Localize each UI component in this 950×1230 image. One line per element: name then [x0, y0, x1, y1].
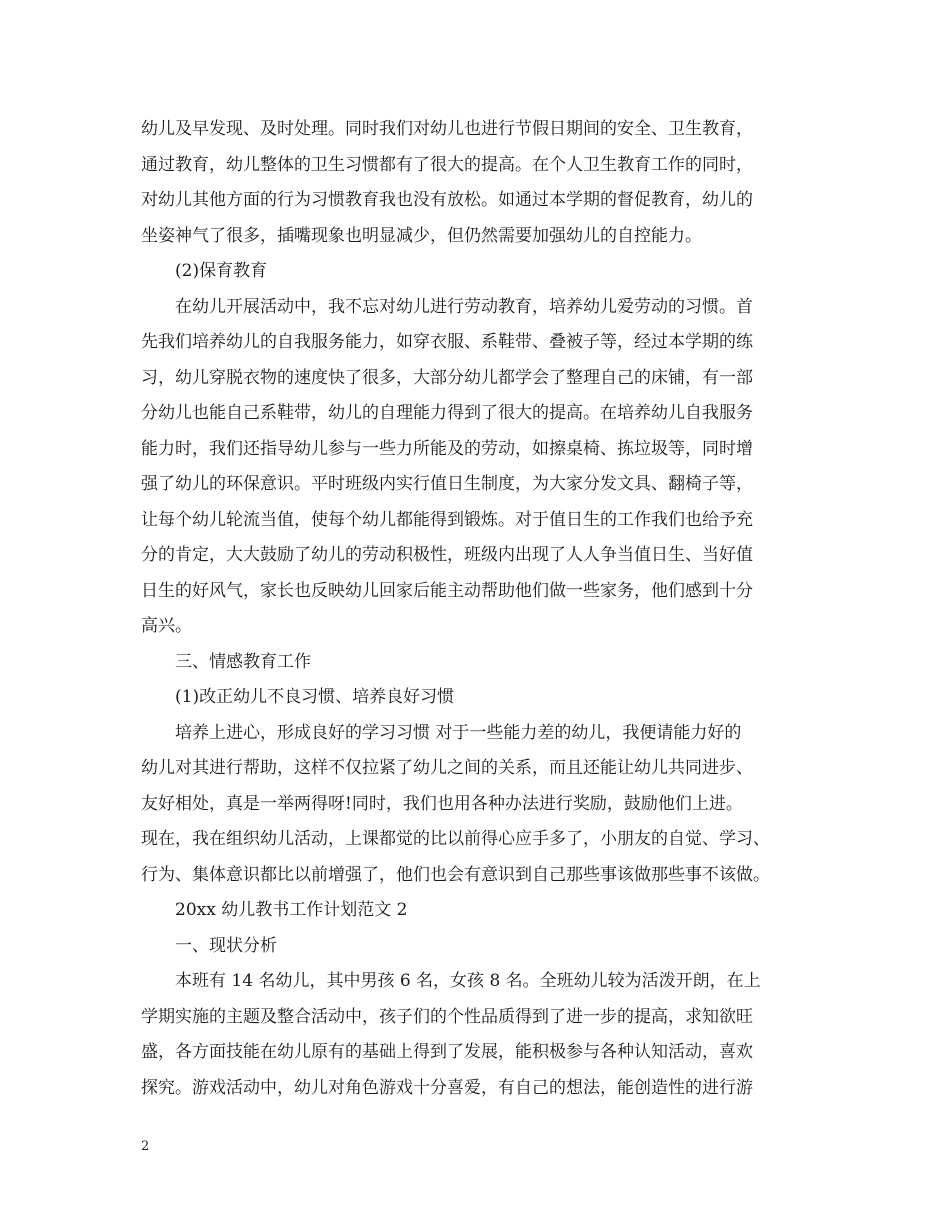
text-line: 分的肯定，大大鼓励了幼儿的劳动积极性，班级内出现了人人争当值日生、当好值: [141, 545, 753, 565]
text-line: 盛，各方面技能在幼儿原有的基础上得到了发展，能积极参与各种认知活动，喜欢: [141, 1042, 753, 1062]
text-line: 日生的好风气，家长也反映幼儿回家后能主动帮助他们做一些家务，他们感到十分: [141, 580, 753, 601]
text-line: 20xx 幼儿教书工作计划范文 2: [175, 900, 408, 920]
text-line: 探究。游戏活动中，幼儿对角色游戏十分喜爱，有自己的想法，能创造性的进行游: [141, 1077, 753, 1098]
text-line: 坐姿神气了很多，插嘴现象也明显减少，但仍然需要加强幼儿的自控能力。: [141, 225, 702, 246]
text-line: 让每个幼儿轮流当值，使每个幼儿都能得到锻炼。对于值日生的工作我们也给予充: [141, 509, 753, 530]
text-line: 培养上进心，形成良好的学习习惯 对于一些能力差的幼儿，我便请能力好的: [175, 722, 742, 743]
page-number: 2: [141, 1139, 150, 1154]
text-line: 习，幼儿穿脱衣物的速度快了很多，大部分幼儿都学会了整理自己的床铺，有一部: [141, 367, 753, 388]
text-line: 分幼儿也能自己系鞋带，幼儿的自理能力得到了很大的提高。在培养幼儿自我服务: [141, 403, 753, 423]
text-line: 学期实施的主题及整合活动中，孩子们的个性品质得到了进一步的提高，求知欲旺: [141, 1006, 753, 1027]
text-line: 通过教育，幼儿整体的卫生习惯都有了很大的提高。在个人卫生教育工作的同时，: [141, 154, 753, 175]
text-line: 现在，我在组织幼儿活动，上课都觉的比以前得心应手多了，小朋友的自觉、学习、: [141, 829, 770, 849]
text-line: 先我们培养幼儿的自我服务能力，如穿衣服、系鞋带、叠被子等，经过本学期的练: [141, 332, 753, 352]
text-line: (1)改正幼儿不良习惯、培养良好习惯: [175, 687, 455, 707]
text-line: 行为、集体意识都比以前增强了，他们也会有意识到自己那些事该做那些事不该做。: [141, 864, 770, 885]
text-line: 一、现状分析: [175, 935, 277, 956]
text-line: 强了幼儿的环保意识。平时班级内实行值日生制度，为大家分发文具、翻椅子等，: [141, 474, 753, 494]
text-line: 在幼儿开展活动中，我不忘对幼儿进行劳动教育，培养幼儿爱劳动的习惯。首: [175, 296, 753, 317]
text-line: 幼儿对其进行帮助，这样不仅拉紧了幼儿之间的关系，而且还能让幼儿共同进步、: [141, 758, 753, 778]
text-line: 本班有 14 名幼儿，其中男孩 6 名，女孩 8 名。全班幼儿较为活泼开朗，在上: [175, 971, 761, 991]
text-line: 高兴。: [141, 616, 192, 636]
text-line: 对幼儿其他方面的行为习惯教育我也没有放松。如通过本学期的督促教育，幼儿的: [141, 190, 753, 210]
text-line: 友好相处，真是一举两得呀!同时，我们也用各种办法进行奖励，鼓励他们上进。: [141, 793, 743, 814]
text-line: 幼儿及早发现、及时处理。同时我们对幼儿也进行节假日期间的安全、卫生教育，: [141, 119, 753, 139]
text-line: (2)保育教育: [175, 261, 268, 281]
text-line: 三、情感教育工作: [175, 651, 311, 672]
text-line: 能力时，我们还指导幼儿参与一些力所能及的劳动，如擦桌椅、拣垃圾等，同时增: [141, 438, 753, 459]
document-body: [141, 112, 826, 1106]
